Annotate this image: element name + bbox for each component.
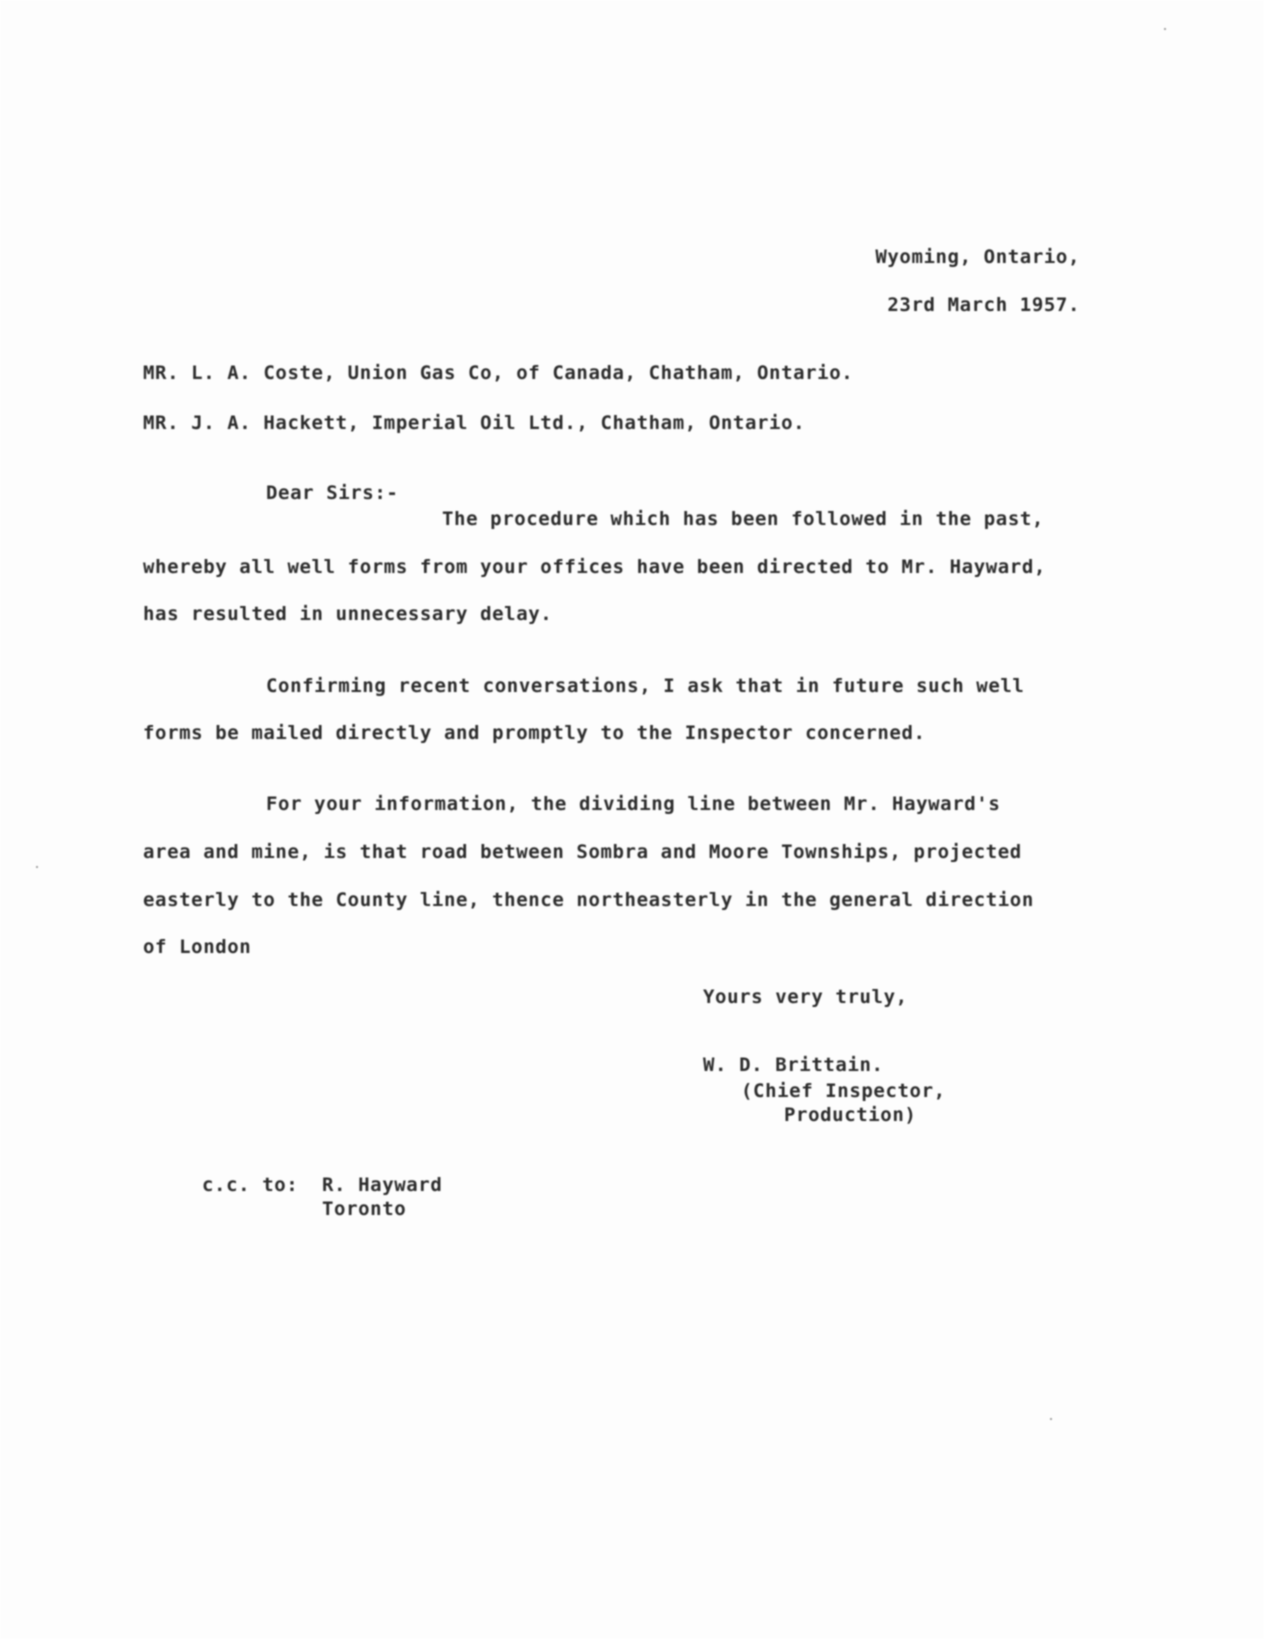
scan-speck [1164, 28, 1166, 30]
addressee-line: MR. J. A. Hackett, Imperial Oil Ltd., Chatham, Ontario. [143, 412, 806, 434]
signature-title: Production) [784, 1104, 917, 1126]
scan-speck [36, 866, 38, 868]
body-line: The procedure which has been followed in the past, [442, 508, 1044, 530]
closing: Yours very truly, [703, 986, 908, 1008]
body-line: of London [143, 936, 252, 958]
body-line: area and mine, is that road between Sombra and Moore Townships, projected [143, 841, 1022, 863]
signature-name: W. D. Brittain. [703, 1054, 884, 1076]
cc-name: R. Hayward [322, 1174, 443, 1196]
scan-speck [1050, 1418, 1052, 1420]
cc-city: Toronto [322, 1198, 407, 1220]
body-line: For your information, the dividing line between Mr. Hayward's [266, 793, 1001, 815]
body-line: forms be mailed directly and promptly to the Inspector concerned. [143, 722, 926, 744]
letter-place: Wyoming, Ontario, [875, 246, 1080, 268]
cc-label: c.c. to: [202, 1174, 299, 1196]
addressee-line: MR. L. A. Coste, Union Gas Co, of Canada, Chatham, Ontario. [143, 362, 854, 384]
signature-title: (Chief Inspector, [741, 1080, 946, 1102]
body-line: easterly to the County line, thence northeasterly in the general direction [143, 889, 1034, 911]
body-line: has resulted in unnecessary delay. [143, 603, 553, 625]
letter-date: 23rd March 1957. [887, 294, 1080, 316]
body-line: Confirming recent conversations, I ask that in future such well [266, 675, 1025, 697]
body-line: whereby all well forms from your offices have been directed to Mr. Hayward, [143, 556, 1046, 578]
salutation: Dear Sirs:- [266, 482, 399, 504]
